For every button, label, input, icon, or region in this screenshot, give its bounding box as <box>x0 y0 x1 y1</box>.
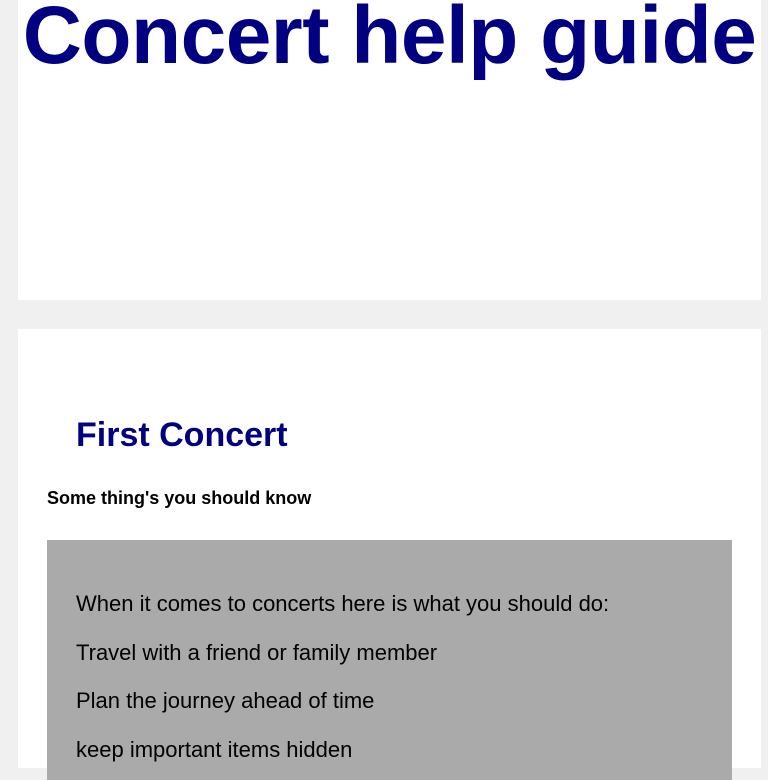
tip-item: Travel with a friend or family member <box>76 640 438 665</box>
tips-panel <box>47 540 732 780</box>
header-card <box>18 0 761 300</box>
tip-item: Plan the journey ahead of time <box>76 688 375 713</box>
section-subheading: Some thing's you should know <box>47 488 312 508</box>
tips-intro: When it comes to concerts here is what you should do: <box>76 591 610 616</box>
tip-item: keep important items hidden <box>76 737 353 762</box>
section-title: First Concert <box>76 416 288 454</box>
page-title: Concert help guide <box>22 0 757 81</box>
